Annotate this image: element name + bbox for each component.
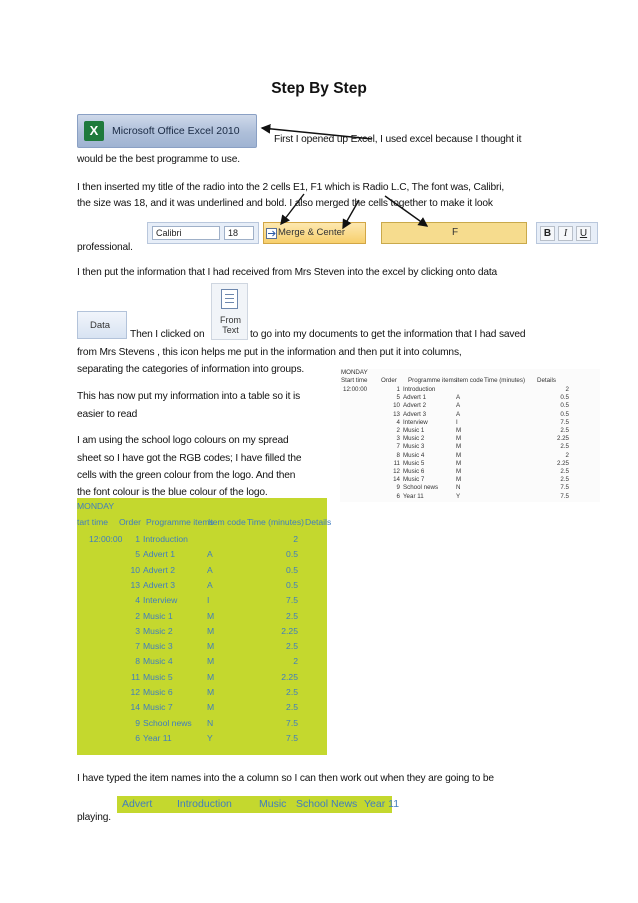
- green-table-header: Item code: [208, 517, 246, 527]
- green-table-start-time: 12:00:00: [89, 534, 123, 544]
- grey-table-time: 7.5: [560, 492, 569, 500]
- green-table-time: 2: [293, 656, 298, 667]
- grey-table-order: 4: [396, 418, 400, 426]
- excel-icon: X: [84, 121, 104, 141]
- data-tab-label: Data: [90, 320, 111, 331]
- green-table-code: I: [207, 595, 210, 606]
- excel-banner-label: Microsoft Office Excel 2010: [112, 125, 240, 137]
- green-spreadsheet-table: [77, 498, 332, 755]
- merge-center-label: Merge & Center: [278, 227, 346, 238]
- green-table-order: 14: [130, 702, 140, 713]
- paragraph-2-line-3: professional.: [77, 242, 133, 253]
- column-header-f: [381, 222, 527, 244]
- grey-table-time: 2.25: [556, 459, 569, 467]
- grey-table-time: 2.5: [560, 443, 569, 451]
- grey-table-time: 2.25: [556, 435, 569, 443]
- paragraph-7-line-2: playing.: [77, 812, 111, 823]
- grey-table-code: A: [456, 402, 461, 410]
- green-table-time: 2.5: [286, 687, 298, 697]
- font-size-field: 18: [224, 226, 254, 240]
- from-text-button: [211, 283, 248, 340]
- item-name: Introduction: [177, 798, 232, 810]
- green-table-item: Music 1: [143, 610, 173, 621]
- paragraph-1-line-2: would be the best programme to use.: [77, 154, 240, 165]
- green-table-order: 4: [135, 595, 140, 606]
- bold-italic-underline-toolbar: [536, 222, 598, 244]
- green-table-title: MONDAY: [77, 501, 115, 511]
- green-table-code: M: [207, 687, 215, 697]
- grey-table-order: 6: [396, 492, 400, 500]
- grey-table-item: Music 4: [403, 451, 425, 459]
- green-table-time: 7.5: [286, 595, 298, 606]
- grey-table-item: Advert 3: [403, 410, 427, 418]
- grey-table-item: Advert 1: [403, 394, 427, 402]
- paragraph-7-line-1: I have typed the item names into the a column so I can then work out when they are going to be: [77, 773, 494, 784]
- grey-table-time: 2.5: [560, 468, 569, 475]
- font-toolbar: [147, 222, 259, 244]
- grey-table-header: Start time: [341, 377, 368, 384]
- grey-table-item: Music 3: [403, 443, 425, 451]
- green-table-time: 2.25: [281, 671, 298, 682]
- green-table-item: Advert 3: [143, 579, 176, 590]
- grey-table-code: M: [456, 476, 462, 484]
- paragraph-3: I then put the information that I had received from Mrs Steven into the excel by clicking onto data: [77, 267, 498, 278]
- grey-table-order: 1: [396, 386, 400, 393]
- grey-table-item: Music 1: [403, 427, 425, 434]
- green-table-time: 2.5: [286, 641, 298, 652]
- green-table-code: M: [207, 641, 215, 652]
- green-table-item: School news: [143, 717, 192, 728]
- green-table-order: 2: [135, 610, 140, 621]
- grey-table-code: M: [456, 468, 462, 475]
- green-table-item: Music 5: [143, 671, 173, 682]
- grey-table-code: A: [456, 410, 461, 418]
- green-table-time: 0.5: [286, 549, 298, 560]
- grey-table-time: 0.5: [560, 402, 569, 410]
- paragraph-5-line-1: This has now put my information into a table so it is: [77, 391, 301, 402]
- green-table-code: Y: [207, 732, 213, 743]
- green-table-item: Advert 2: [143, 564, 176, 575]
- item-name: Advert: [122, 798, 153, 810]
- green-table-item: Music 4: [143, 656, 173, 667]
- green-table-code: M: [207, 625, 215, 636]
- grey-table-item: Introduction: [403, 386, 436, 393]
- paragraph-6-line-3: cells with the green colour from the logo. And then: [77, 470, 296, 481]
- green-table-order: 7: [135, 641, 140, 652]
- green-table-code: A: [207, 549, 213, 560]
- grey-table-item: Music 6: [403, 468, 425, 475]
- grey-table-item: School news: [403, 484, 439, 492]
- grey-table-header: Details: [537, 377, 556, 384]
- green-table-time: 0.5: [286, 579, 298, 590]
- grey-table-item: Year 11: [403, 492, 424, 500]
- grey-table-code: N: [456, 484, 461, 492]
- green-table-order: 9: [135, 717, 140, 728]
- grey-table-time: 0.5: [560, 394, 569, 402]
- grey-table-order: 12: [393, 468, 400, 475]
- paragraph-2-line-1: I then inserted my title of the radio into the 2 cells E1, F1 which is Radio L.C, The font was, Calibri,: [77, 182, 505, 193]
- green-table-time: 0.5: [286, 564, 298, 575]
- green-table-order: 13: [130, 579, 140, 590]
- grey-table-item: Interview: [403, 418, 428, 426]
- merge-icon: [266, 228, 277, 239]
- grey-table-header: Order: [381, 377, 397, 384]
- grey-table-code: M: [456, 435, 462, 443]
- grey-table-code: I: [456, 418, 458, 426]
- grey-spreadsheet-table: [340, 369, 600, 502]
- grey-table-order: 14: [393, 476, 400, 484]
- paragraph-1-line-1: First I opened up Excel, I used excel because I thought it: [274, 134, 522, 145]
- underline-button: U: [576, 226, 591, 241]
- green-table-order: 6: [135, 732, 140, 743]
- grey-table-item: Advert 2: [403, 402, 427, 410]
- paragraph-6-line-1: I am using the school logo colours on my spread: [77, 435, 289, 446]
- page-title: Step By Step: [271, 80, 367, 97]
- grey-table-order: 11: [393, 459, 400, 467]
- green-table-header: Programme items: [146, 517, 214, 527]
- grey-table-time: 7.5: [560, 418, 569, 426]
- paragraph-4-line-1a: Then I clicked on: [130, 329, 205, 340]
- green-table-code: A: [207, 564, 213, 575]
- paragraph-4-line-1b: to go into my documents to get the information that I had saved: [250, 329, 526, 340]
- grey-table-order: 13: [393, 410, 400, 418]
- font-name-field: Calibri: [152, 226, 220, 240]
- grey-table-order: 8: [396, 451, 400, 459]
- grey-table-item: Music 7: [403, 476, 425, 484]
- paragraph-4-line-3: separating the categories of information into groups.: [77, 364, 305, 375]
- green-table-order: 11: [131, 671, 140, 682]
- green-table-item: Advert 1: [143, 549, 176, 560]
- grey-table-order: 2: [396, 427, 400, 434]
- green-table-order: 5: [135, 549, 140, 560]
- green-table-code: M: [207, 610, 215, 621]
- grey-table-header: Time (minutes): [484, 377, 526, 384]
- grey-table-time: 2.5: [560, 427, 569, 434]
- green-table-time: 7.5: [286, 732, 298, 743]
- grey-table-title: MONDAY: [341, 369, 368, 376]
- grey-table-code: M: [456, 459, 462, 467]
- green-table-header: tart time: [77, 517, 109, 527]
- grey-table-item: Music 5: [403, 459, 425, 467]
- grey-table-order: 3: [396, 435, 400, 443]
- italic-button: I: [558, 226, 573, 241]
- grey-table-code: M: [456, 443, 462, 451]
- green-table-order: 12: [130, 687, 140, 697]
- green-table-item: Music 3: [143, 641, 173, 652]
- grey-table-start-time: 12:00:00: [343, 386, 368, 393]
- green-table-time: 2.5: [286, 702, 298, 713]
- green-table-item: Interview: [143, 595, 178, 606]
- green-table-code: M: [207, 702, 215, 713]
- item-name: School News: [296, 798, 358, 810]
- green-table-order: 1: [135, 534, 140, 544]
- green-table-time: 2: [293, 534, 298, 544]
- item-name: Music: [259, 798, 287, 810]
- paragraph-6-line-2: sheet so I have got the RGB codes; I have filled the: [77, 453, 302, 464]
- green-table-code: N: [207, 717, 214, 728]
- green-table-time: 7.5: [286, 717, 298, 728]
- green-table-time: 2.25: [281, 625, 298, 636]
- grey-table-order: 9: [396, 484, 400, 492]
- from-text-label-2: Text: [222, 325, 239, 335]
- grey-table-code: Y: [456, 492, 461, 500]
- green-table-order: 8: [135, 656, 140, 667]
- green-table-code: M: [207, 656, 215, 667]
- green-table-header: Time (minutes): [247, 517, 304, 527]
- green-table-code: A: [207, 579, 213, 590]
- grey-table-header: Item code: [456, 377, 484, 384]
- green-table-time: 2.5: [286, 610, 298, 621]
- text-file-icon: [221, 289, 238, 309]
- from-text-label-1: From: [220, 315, 241, 325]
- bold-button: B: [540, 226, 555, 241]
- grey-table-time: 7.5: [560, 484, 569, 492]
- green-table-item: Music 2: [143, 625, 173, 636]
- merge-center-button: [263, 222, 366, 244]
- grey-table-order: 5: [396, 394, 400, 402]
- grey-table-time: 0.5: [560, 410, 569, 418]
- grey-table-order: 7: [396, 443, 400, 451]
- green-table-header: Order: [119, 517, 141, 527]
- grey-table-time: 2.5: [560, 476, 569, 484]
- item-names-strip: [117, 796, 400, 813]
- grey-table-code: M: [456, 451, 462, 459]
- grey-table-code: M: [456, 427, 462, 434]
- grey-table-item: Music 2: [403, 435, 425, 443]
- green-table-item: Year 11: [143, 732, 172, 743]
- grey-table-order: 10: [393, 402, 400, 410]
- data-tab: [77, 311, 127, 339]
- grey-table-header: Programme items: [408, 377, 457, 384]
- item-name: Year 11: [364, 798, 400, 810]
- paragraph-2-line-2: the size was 18, and it was underlined and bold. I also merged the cells together to make it look: [77, 198, 493, 209]
- paragraph-6-line-4: the font colour is the blue colour of the logo.: [77, 487, 268, 498]
- grey-table-time: 2: [565, 386, 569, 393]
- green-table-header: Details: [305, 517, 332, 527]
- paragraph-4-line-2: from Mrs Stevens , this icon helps me put in the information and then put it into columns,: [77, 347, 462, 358]
- green-table-item: Introduction: [143, 534, 188, 544]
- green-table-order: 3: [135, 625, 140, 636]
- green-table-order: 10: [130, 564, 140, 575]
- grey-table-code: A: [456, 394, 461, 402]
- excel-2010-banner: [77, 114, 257, 148]
- green-table-item: Music 6: [143, 687, 173, 697]
- column-header-label: F: [452, 227, 459, 238]
- green-table-code: M: [207, 671, 215, 682]
- grey-table-time: 2: [565, 451, 569, 459]
- paragraph-5-line-2: easier to read: [77, 409, 138, 420]
- green-table-item: Music 7: [143, 702, 173, 713]
